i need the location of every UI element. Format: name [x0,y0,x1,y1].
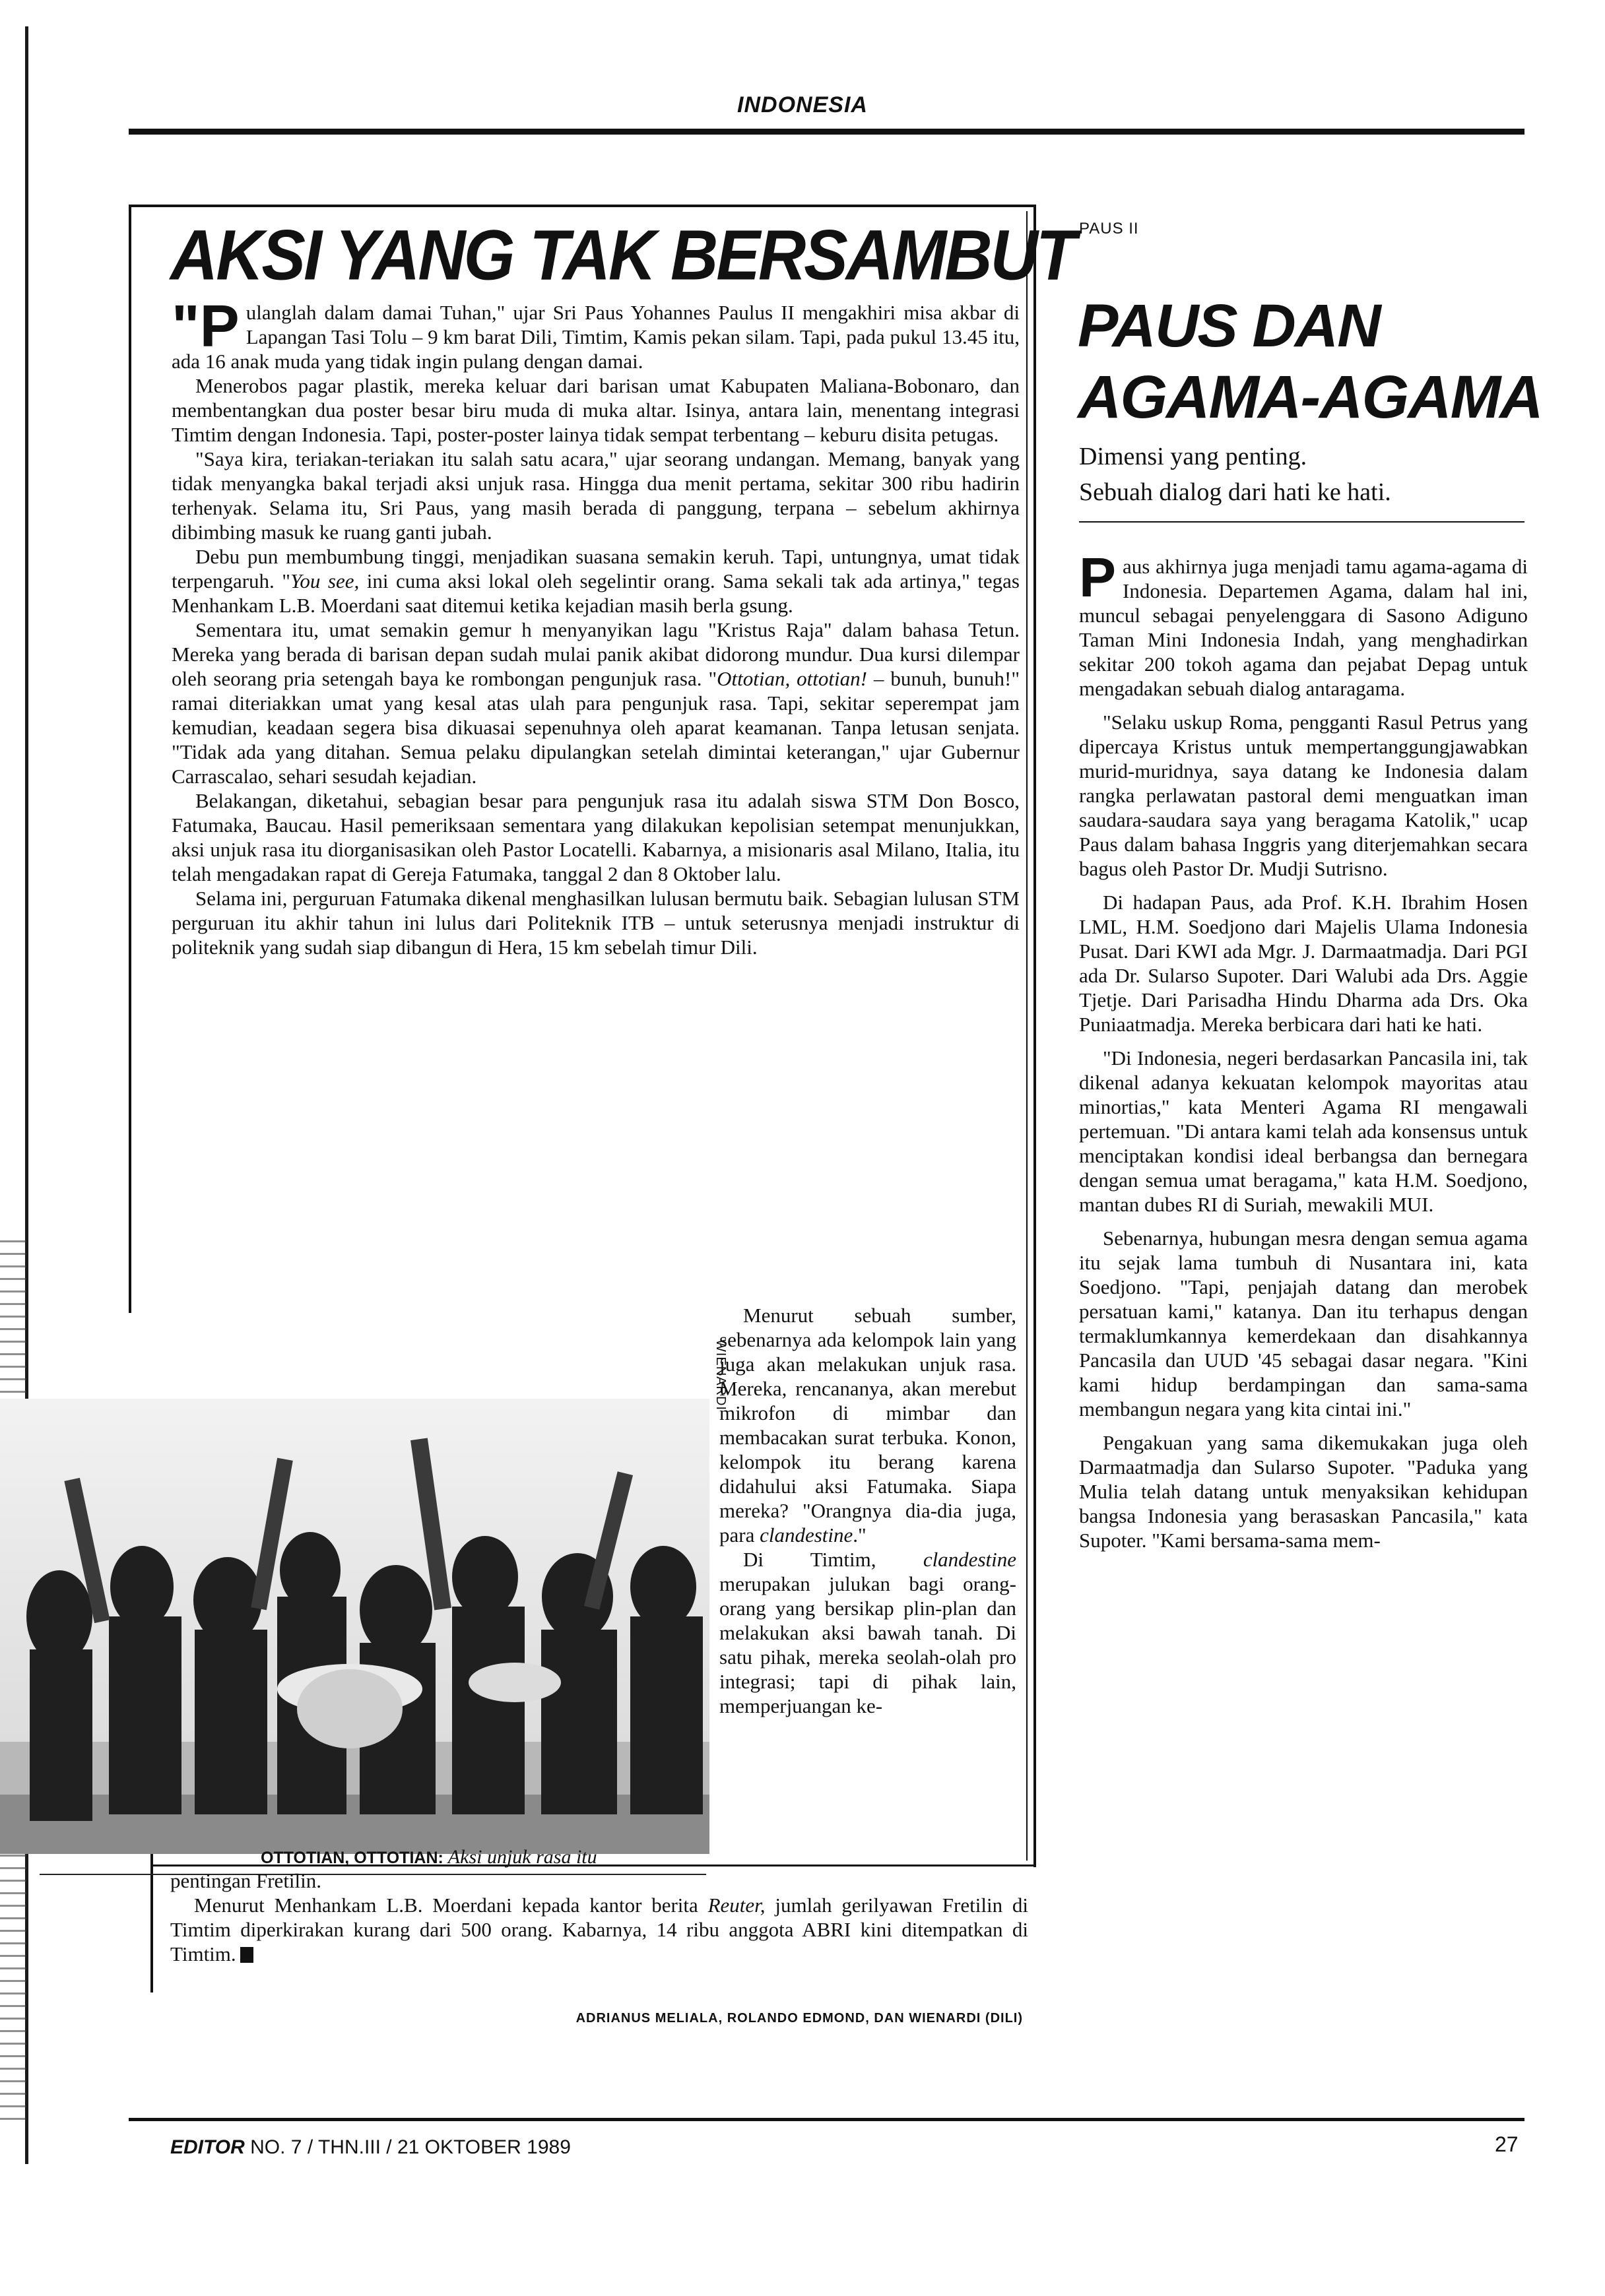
article-paragraph: Sementara itu, umat semakin gemur h menyanyikan lagu "Kristus Raja" dalam bahasa Tetun. Mereka yang berada di barisan depan sudah mulai panik akibat didorong mundur. Dua kursi dilempar oleh seorang pria setengah baya ke rombongan pengunjuk rasa. "Ottotian, ottotian! – bunuh, bunuh!" ramai diteriakkan umat yang kesal atas ulah para pengunjuk rasa. Tapi, sekitar seperempat jam kemudian, keadaan segera bisa dikuasai sepenuhnya oleh aparat keamanan. Tanpa letusan senjata. "Tidak ada yang ditahan. Semua pelaku dipulangkan setelah dimintai keterangan," ujar Gubernur Carrascalao, sehari sesudah kejadian. [172,618,1020,788]
article-box-right [1033,205,1036,1867]
article-paragraph: Di Timtim, clandestine merupakan julukan bagi orang-orang yang bersikap plin-plan dan melakukan aksi bawah tanah. Di satu pihak, mereka seolah-olah pro integrasi; tapi di pihak lain, memperjuangan ke- [719,1548,1016,1717]
article-paragraph: Menurut sebuah sumber, sebenarnya ada kelompok lain yang juga akan melakukan unjuk rasa. Mereka, rencananya, akan merebut mikrofon di mimbar dan membacakan surat terbuka. Konon, kelompok itu berang karena didahului aksi Fatumaka. Siapa mereka? "Orangnya dia-dia juga, para clandestine." [719,1304,1016,1547]
article-box-inner-right [1026,211,1028,1861]
article-paragraph: "Saya kira, teriakan-teriakan itu salah satu acara," ujar seorang undangan. Memang, banyak yang tidak menyangka bakal terjadi aksi unjuk rasa. Hingga dua menit pertama, sekitar 300 ribu hadirin terhenyak. Selama itu, Sri Paus, yang masih berada di panggung, terpana – sebelum akhirnya dibimbing masuk ke ruang ganti jubah. [172,447,1020,544]
article-paragraph: "Di Indonesia, negeri berdasarkan Pancasila ini, tak dikenal adanya kekuatan kelompok mayoritas atau minortias," kata Menteri Agama RI mengawali pertemuan. "Di antara kami telah ada konsensus untuk menciptakan kondisi ideal berbangsa dan bernegara dengan semua umat beragama," kata H.M. Soedjono, mantan dubes RI di Suriah, mewakili MUI. [1079,1046,1528,1216]
side-headline-line: PAUS DAN [1078,292,1380,360]
drop-cap: P [1079,546,1117,608]
photo-credit: WIENARDI [713,1339,728,1411]
article-paragraph: Debu pun membumbung tinggi, menjadikan suasana semakin keruh. Tapi, untungnya, umat tidak terpengaruh. "You see, ini cuma aksi lokal oleh segelintir orang. Sama sekali tak ada artinya," tegas Menhankam L.B. Moerdani saat ditemui ketika kejadian masih berla gsung. [172,545,1020,617]
article-paragraph: Selama ini, perguruan Fatumaka dikenal menghasilkan lulusan bermutu baik. Sebagian lulusan STM perguruan itu akhir tahun ini lulus dari Politeknik ITB – untuk seterusnya menjadi instruktur di politeknik yang sudah siap dibangun di Hera, 15 km sebelah timur Dili. [172,887,1020,959]
article-box-left [129,205,131,1313]
article-side-column [719,1303,1016,1718]
article-paragraph: Belakangan, diketahui, sebagian besar para pengunjuk rasa itu adalah siswa STM Don Bosco, Fatumaka, Baucau. Hasil pemeriksaan sementara yang dilakukan kepolisian setempat menunjukkan, aksi unjuk rasa itu diorganisasikan oleh Pastor Locatelli. Kabarnya, a misionaris asal Milano, Italia, itu telah mengadakan rapat di Gereja Fatumaka, tanggal 2 dan 8 Oktober lalu. [172,789,1020,885]
magazine-brand: EDITOR [170,2136,245,2158]
section-label: PAUS II [1079,220,1139,238]
article-box-left-lower [150,1834,153,1993]
footer-issue: EDITOR NO. 7 / THN.III / 21 OKTOBER 1989 [170,2136,571,2158]
article-paragraph: pentingan Fretilin. [170,1869,322,1892]
article-continuation [170,1868,1028,1966]
header-rule [129,129,1524,135]
byline: ADRIANUS MELIALA, ROLANDO EDMOND, DAN WIENARDI (DILI) [575,2011,1023,2025]
article-title: AKSI YANG TAK BERSAMBUT [170,215,1074,296]
article-paragraph: Menurut Menhankam L.B. Moerdani kepada kantor berita Reuter, jumlah gerilyawan Fretilin di Timtim diperkirakan kurang dari 500 orang. Kabarnya, 14 ribu anggota ABRI kini ditempatkan di Timtim. [170,1894,1029,1965]
article-paragraph: Di hadapan Paus, ada Prof. K.H. Ibrahim Hosen LML, H.M. Soedjono dari Majelis Ulama Indonesia Pusat. Dari KWI ada Mgr. J. Darmaatmadja. Dari PGI ada Dr. Sularso Supoter. Dari Walubi ada Drs. Aggie Tjetje. Dari Parisadha Hindu Dharma ada Drs. Oka Puniaatmadja. Mereka berbicara dari hati ke hati. [1079,891,1528,1036]
article-box-top [129,205,1036,207]
side-article-body [1079,546,1528,1562]
side-dek [1079,439,1391,510]
drop-cap: "P [172,294,240,360]
footer-rule [129,2118,1524,2121]
article-paragraph: "P ulanglah dalam damai Tuhan," ujar Sri Paus Yohannes Paulus II mengakhiri misa akbar di Lapangan Tasi Tolu – 9 km barat Dili, Timtim, Kamis pekan silam. Tapi, pada pukul 13.45 itu, ada 16 anak muda yang tidak ingin pulang dengan damai. [172,294,1020,373]
dek-rule [1079,521,1524,523]
article-paragraph: Paus akhirnya juga menjadi tamu agama-agama di Indonesia. Departemen Agama, dalam hal ini, muncul sebagai penyelenggara di Sasono Adiguno Taman Mini Indonesia Indah, yang menghadirkan sekitar 200 tokoh agama dan pejabat Depag untuk mengadakan sebuah dialog antaragama. [1079,546,1528,700]
side-headline-line: AGAMA-AGAMA [1078,364,1542,431]
running-head: INDONESIA [737,92,868,117]
page-number: 27 [1495,2132,1519,2156]
article-paragraph: Pengakuan yang sama dikemukakan juga oleh Darmaatmadja dan Sularso Supoter. "Paduka yang Mulia telah datang untuk menyaksikan kehidupan bangsa Indonesia yang berasaskan Pancasila," kata Supoter. "Kami bersama-sama mem- [1079,1431,1528,1552]
article-paragraph: "Selaku uskup Roma, pengganti Rasul Petrus yang dipercaya Kristus untuk mempertanggungjawabkan murid-muridnya, saya datang ke Indonesia dalam rangka perlawatan pastoral demi menguatkan iman saudara-saudara saya yang beragama Katolik," ucap Paus dalam bahasa Inggris yang diterjemahkan secara bagus oleh Pastor Dr. Mudji Sutrisno. [1079,711,1528,880]
photo-caption: OTTOTIAN, OTTOTIAN: Aksi unjuk rasa itu [261,1846,597,1868]
protest-photo [0,1399,709,1854]
side-headline [1078,290,1542,433]
dek-line: Sebuah dialog dari hati ke hati. [1079,478,1391,506]
dek-line: Dimensi yang penting. [1079,443,1307,470]
end-mark-icon [240,1947,253,1963]
article-paragraph: Sebenarnya, hubungan mesra dengan semua agama itu sejak lama tumbuh di Nusantara ini, kata Soedjono. "Tapi, penjajah datang dan merobek persatuan kami," katanya. Dan itu terhapus dengan termaklumkannya kemerdekaan dan disahkannya Pancasila dan UUD '45 sebagai dasar negara. "Kini kami hidup berdampingan dan sama-sama membangun negara yang kita cintai ini." [1079,1227,1528,1420]
article-body [172,294,1020,959]
article-paragraph: Menerobos pagar plastik, mereka keluar dari barisan umat Kabupaten Maliana-Bobonaro, dan membentangkan dua poster besar biru muda di muka altar. Isinya, antara lain, menentang integrasi Timtim dengan Indonesia. Tapi, poster-poster lainya tidak sempat terbentang – keburu disita petugas. [172,374,1020,446]
